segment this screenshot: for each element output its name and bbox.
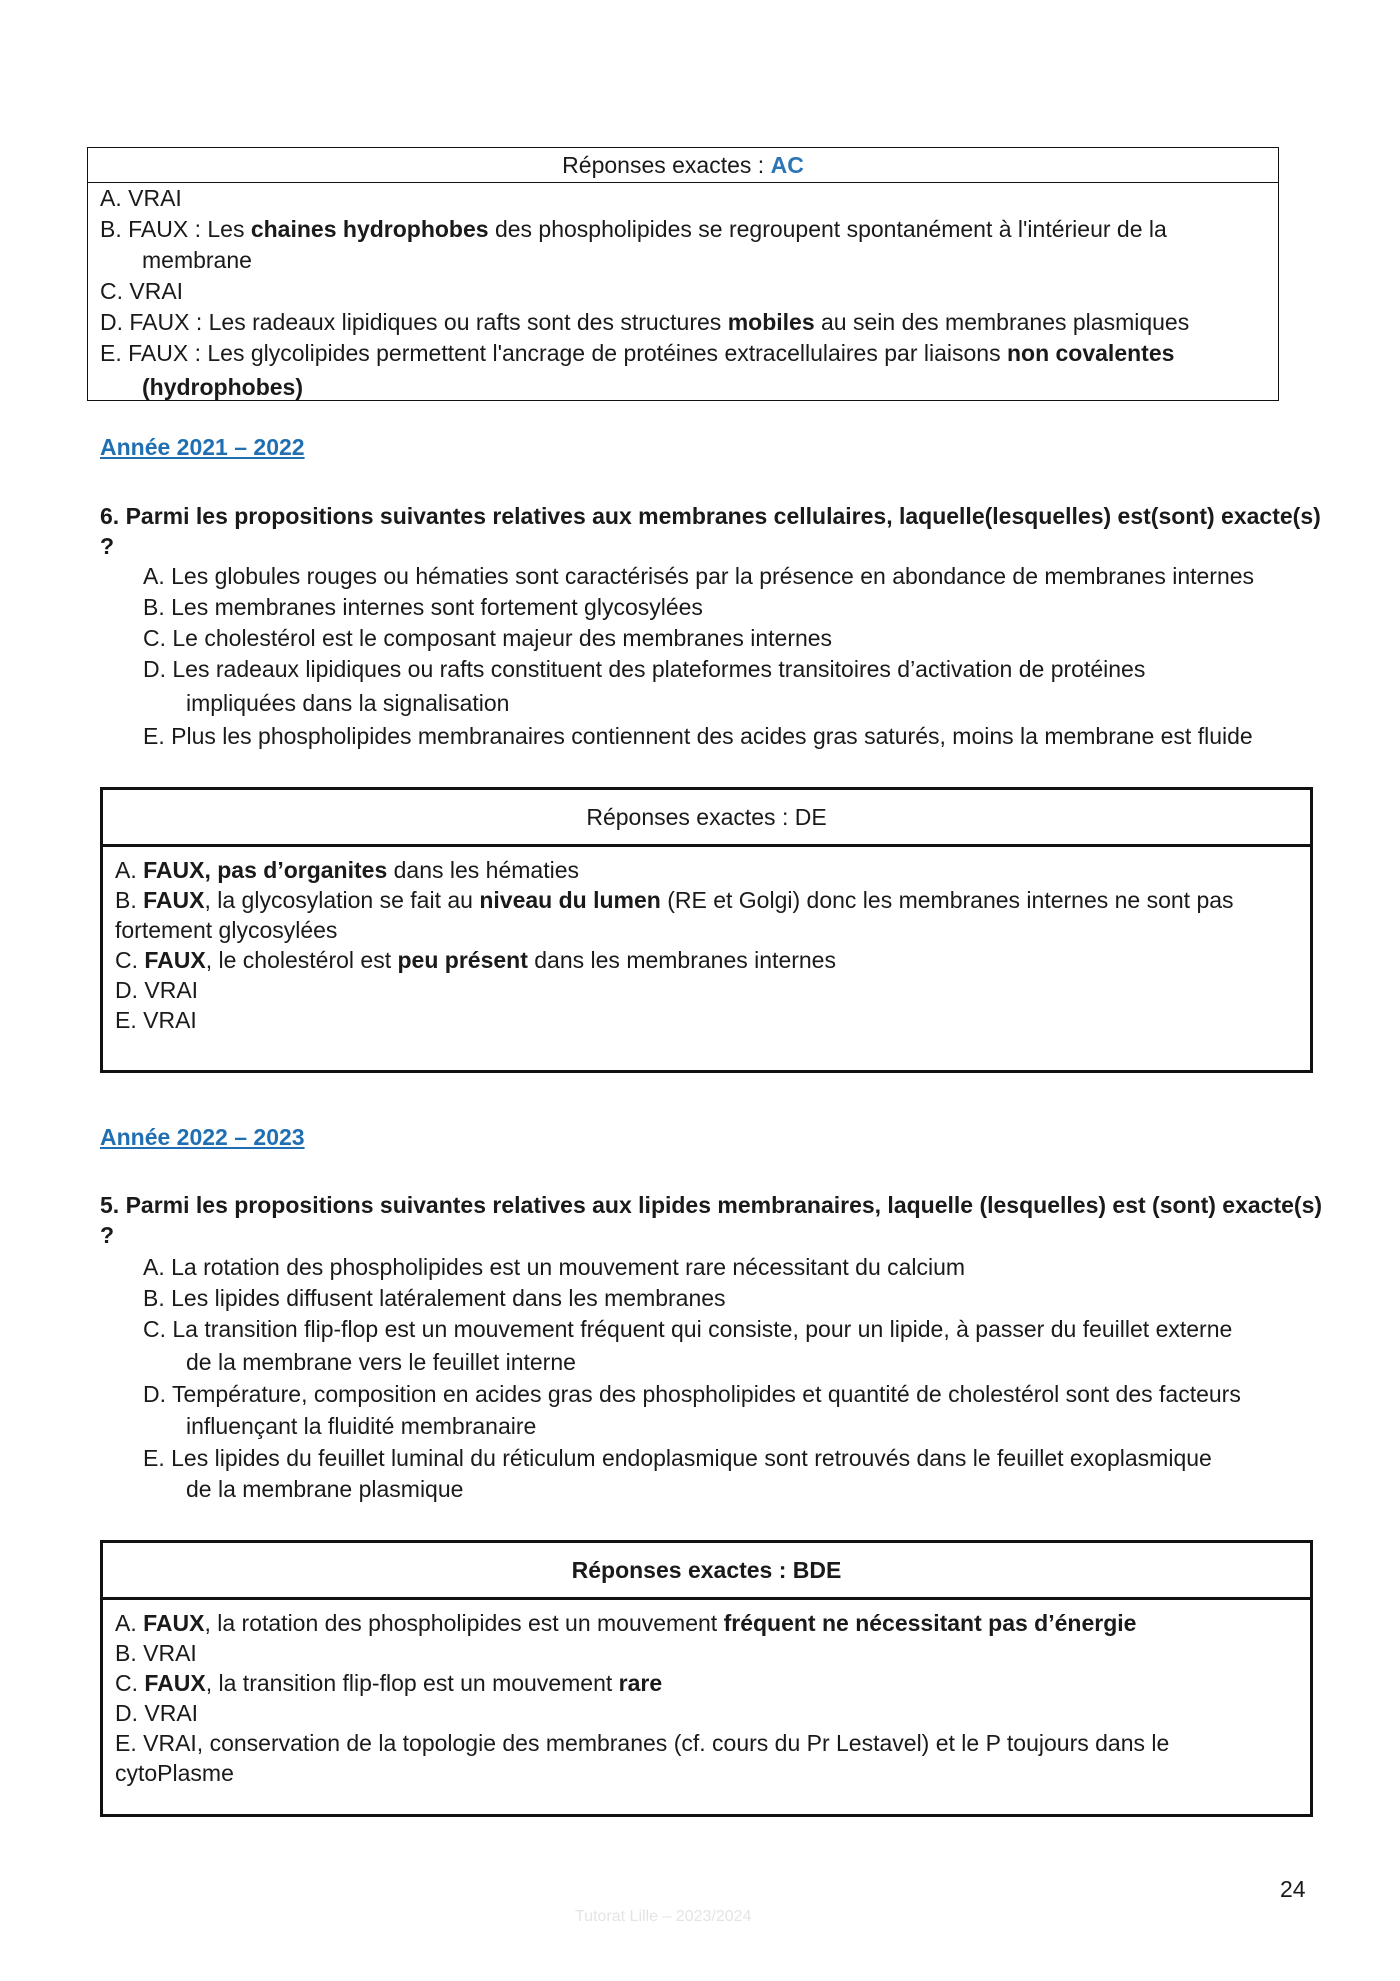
answer-line-e: E. VRAI, conservation de la topologie des membranes (cf. cours du Pr Lestavel) et le P toujours dans le — [115, 1730, 1170, 1756]
answer-text: des phospholipides se regroupent spontanément à l'intérieur de la — [488, 216, 1167, 242]
answer-bold: FAUX — [143, 1610, 205, 1636]
option-d-cont: impliquées dans la signalisation — [186, 690, 510, 716]
answer-bold: niveau du lumen — [479, 887, 661, 913]
answer-bold: non covalentes — [1006, 340, 1175, 366]
answer-text: dans les membranes internes — [527, 947, 836, 973]
answer-line-d — [100, 307, 1278, 338]
answer-bold: FAUX — [144, 1670, 206, 1696]
answer-line-e — [100, 338, 1278, 369]
answer-box-2-header: Réponses exactes : DE — [103, 790, 1310, 847]
option-a: A. Les globules rouges ou hématies sont caractérisés par la présence en abondance de membranes internes — [143, 563, 1255, 589]
answer-box-1 — [87, 147, 1279, 401]
answer-bold: peu présent — [397, 947, 528, 973]
answer-text: dans les hématies — [387, 857, 580, 883]
answer-line-b — [115, 885, 1310, 915]
answer-text: , la transition flip-flop est un mouvement — [205, 1670, 619, 1696]
question-6 — [100, 501, 1320, 561]
answer-text: au sein des membranes plasmiques — [814, 309, 1190, 335]
answer-letters: AC — [770, 152, 804, 178]
answer-line-d: D. VRAI — [115, 977, 199, 1003]
answer-line-b-cont: fortement glycosylées — [115, 917, 338, 943]
answer-text: (RE et Golgi) donc les membranes internes ne sont pas — [660, 887, 1234, 913]
answer-box-1-header — [88, 148, 1278, 183]
option-c-cont: de la membrane vers le feuillet interne — [186, 1349, 576, 1375]
answer-text: C. — [115, 1670, 145, 1696]
answer-line-b: B. VRAI — [115, 1640, 197, 1666]
answer-text: , le cholestérol est — [205, 947, 398, 973]
answer-bold: chaines hydrophobes — [250, 216, 489, 242]
answer-bold: mobiles — [727, 309, 815, 335]
answer-box-3 — [100, 1540, 1313, 1817]
answer-text: A. — [115, 1610, 144, 1636]
answer-text: C. — [115, 947, 145, 973]
question-5 — [100, 1190, 1323, 1250]
question-5-options — [143, 1252, 1241, 1505]
answer-line-c — [115, 1668, 1310, 1698]
answer-text: , la glycosylation se fait au — [204, 887, 480, 913]
answer-text: E. FAUX : Les glycolipides permettent l'ancrage de protéines extracellulaires par liaisons — [100, 340, 1007, 366]
answer-text: A. — [115, 857, 144, 883]
answer-line-a — [115, 1608, 1310, 1638]
year-heading-2022: Année 2022 – 2023 — [100, 1124, 305, 1150]
answer-line-b — [100, 214, 1278, 245]
answer-line-a: A. VRAI — [100, 185, 182, 211]
question-6-options — [143, 561, 1254, 751]
option-b: B. Les lipides diffusent latéralement dans les membranes — [143, 1285, 726, 1311]
option-b: B. Les membranes internes sont fortement glycosylées — [143, 594, 703, 620]
answer-bold: FAUX, pas d’organites — [143, 857, 388, 883]
question-6-text: 6. Parmi les propositions suivantes relatives aux membranes cellulaires, laquelle(lesquelles) est(sont) exacte(s) — [100, 503, 1321, 529]
option-a: A. La rotation des phospholipides est un mouvement rare nécessitant du calcium — [143, 1254, 966, 1280]
answer-text: B. — [115, 887, 144, 913]
answer-line-e-cont — [100, 369, 1278, 405]
option-c: C. La transition flip-flop est un mouvement fréquent qui consiste, pour un lipide, à passer du feuillet externe — [143, 1316, 1233, 1342]
footer-text: Tutorat Lille – 2023/2024 — [575, 1908, 752, 1925]
answer-text: B. FAUX : Les — [100, 216, 251, 242]
question-6-mark: ? — [100, 533, 115, 559]
answer-line-a — [115, 855, 1310, 885]
question-5-text: 5. Parmi les propositions suivantes relatives aux lipides membranaires, laquelle (lesquelles) est (sont) exacte(s) — [100, 1192, 1323, 1218]
option-d: D. Température, composition en acides gras des phospholipides et quantité de cholestérol sont des facteurs — [143, 1381, 1241, 1407]
answer-line-e-cont: cytoPlasme — [115, 1760, 234, 1786]
answer-line-d: D. VRAI — [115, 1700, 199, 1726]
answer-header-label: Réponses exactes : — [562, 152, 771, 178]
answer-line-c: C. VRAI — [100, 278, 184, 304]
option-e: E. Plus les phospholipides membranaires contiennent des acides gras saturés, moins la membrane est fluide — [143, 723, 1253, 749]
option-c: C. Le cholestérol est le composant majeur des membranes internes — [143, 625, 833, 651]
answer-box-3-header: Réponses exactes : BDE — [103, 1543, 1310, 1600]
answer-bold: FAUX — [144, 947, 206, 973]
page-number: 24 — [1280, 1876, 1306, 1902]
answer-bold: (hydrophobes) — [142, 374, 303, 400]
question-5-mark: ? — [100, 1222, 115, 1248]
answer-bold: fréquent ne nécessitant pas d’énergie — [723, 1610, 1137, 1636]
option-d-cont: influençant la fluidité membranaire — [186, 1413, 537, 1439]
answer-box-2 — [100, 787, 1313, 1073]
option-d: D. Les radeaux lipidiques ou rafts constituent des plateformes transitoires d’activation de protéines — [143, 656, 1146, 682]
year-heading-2021: Année 2021 – 2022 — [100, 434, 305, 460]
answer-bold: FAUX — [143, 887, 205, 913]
option-e-cont: de la membrane plasmique — [186, 1476, 464, 1502]
answer-text: , la rotation des phospholipides est un mouvement — [204, 1610, 724, 1636]
answer-text: D. FAUX : Les radeaux lipidiques ou rafts sont des structures — [100, 309, 728, 335]
answer-bold: rare — [618, 1670, 663, 1696]
answer-line-c — [115, 945, 1310, 975]
answer-line-e: E. VRAI — [115, 1007, 197, 1033]
answer-line-b-cont: membrane — [142, 247, 252, 273]
option-e: E. Les lipides du feuillet luminal du réticulum endoplasmique sont retrouvés dans le feuillet exoplasmique — [143, 1445, 1212, 1471]
